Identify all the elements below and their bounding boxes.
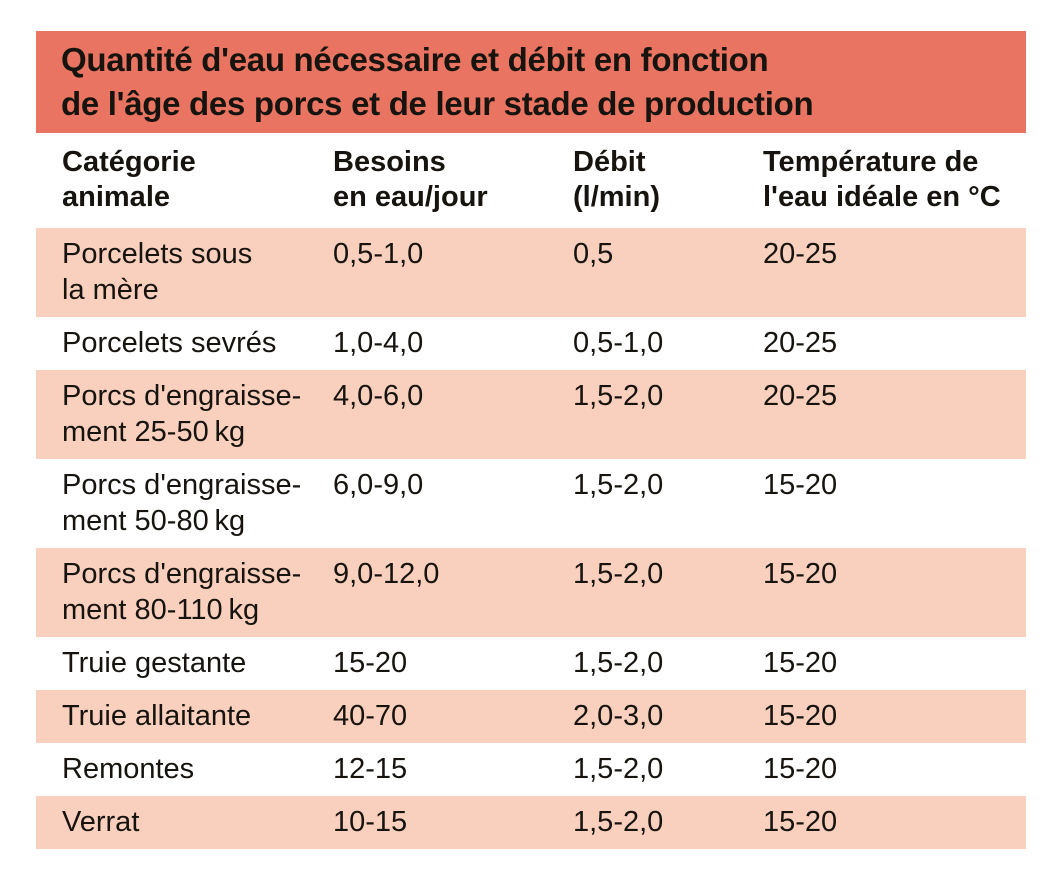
column-header-4 <box>763 145 1026 215</box>
cell-temperature: 15-20 <box>763 753 838 785</box>
category-line: Truie allaitante <box>62 700 252 732</box>
column-header-3 <box>573 145 763 215</box>
cell-debit: 0,5 <box>573 238 614 270</box>
cell-category <box>62 236 333 308</box>
table-row <box>36 548 1026 637</box>
cell-debit: 1,5-2,0 <box>573 647 664 679</box>
table-row <box>36 317 1026 370</box>
cell-temperature: 15-20 <box>763 558 838 590</box>
cell-debit: 1,5-2,0 <box>573 558 664 590</box>
cell-besoins: 1,0-4,0 <box>333 327 424 359</box>
category-line: Remontes <box>62 753 195 785</box>
category-line: ment 80-110 kg <box>62 594 260 626</box>
table-title <box>36 31 1026 133</box>
column-header-line: l'eau idéale en °C <box>763 181 1001 213</box>
category-line: Porcs d'engraisse- <box>62 469 302 501</box>
column-header-line: Température de <box>763 146 979 178</box>
table-row <box>36 228 1026 317</box>
category-line: ment 50-80 kg <box>62 505 246 537</box>
table-row <box>36 690 1026 743</box>
cell-besoins: 4,0-6,0 <box>333 380 424 412</box>
category-line: Truie gestante <box>62 647 247 679</box>
category-line: Porcs d'engraisse- <box>62 380 302 412</box>
cell-category <box>62 325 333 361</box>
cell-category <box>62 751 333 787</box>
cell-besoins: 6,0-9,0 <box>333 469 424 501</box>
category-line: Porcelets sous <box>62 238 253 270</box>
category-line: la mère <box>62 274 159 306</box>
cell-category <box>62 804 333 840</box>
cell-temperature: 20-25 <box>763 238 838 270</box>
cell-besoins: 40-70 <box>333 700 408 732</box>
cell-debit: 1,5-2,0 <box>573 753 664 785</box>
table-title-line1: Quantité d'eau nécessaire et débit en fonction <box>61 41 769 78</box>
cell-besoins: 10-15 <box>333 806 408 838</box>
cell-category <box>62 378 333 450</box>
cell-temperature: 15-20 <box>763 469 838 501</box>
table-row <box>36 370 1026 459</box>
cell-besoins: 9,0-12,0 <box>333 558 440 590</box>
column-header-line: (l/min) <box>573 181 660 213</box>
column-header-line: Débit <box>573 146 646 178</box>
cell-category <box>62 698 333 734</box>
category-line: Porcs d'engraisse- <box>62 558 302 590</box>
table-row <box>36 637 1026 690</box>
column-header-1 <box>62 145 333 215</box>
cell-temperature: 15-20 <box>763 806 838 838</box>
column-header-line: animale <box>62 181 170 213</box>
category-line: Porcelets sevrés <box>62 327 277 359</box>
cell-besoins: 0,5-1,0 <box>333 238 424 270</box>
table-row <box>36 459 1026 548</box>
table-row <box>36 743 1026 796</box>
cell-category <box>62 467 333 539</box>
cell-category <box>62 645 333 681</box>
table-row <box>36 796 1026 849</box>
cell-temperature: 15-20 <box>763 647 838 679</box>
column-header-2 <box>333 145 573 215</box>
category-line: ment 25-50 kg <box>62 416 246 448</box>
column-header-line: Catégorie <box>62 146 196 178</box>
cell-temperature: 20-25 <box>763 327 838 359</box>
category-line: Verrat <box>62 806 140 838</box>
table-body <box>36 228 1026 849</box>
cell-debit: 1,5-2,0 <box>573 806 664 838</box>
cell-debit: 1,5-2,0 <box>573 469 664 501</box>
water-needs-table <box>36 31 1026 849</box>
cell-temperature: 15-20 <box>763 700 838 732</box>
cell-debit: 1,5-2,0 <box>573 380 664 412</box>
cell-temperature: 20-25 <box>763 380 838 412</box>
cell-category <box>62 556 333 628</box>
cell-besoins: 15-20 <box>333 647 408 679</box>
cell-debit: 0,5-1,0 <box>573 327 664 359</box>
column-header-line: en eau/jour <box>333 181 488 213</box>
column-header-row <box>36 133 1026 228</box>
cell-besoins: 12-15 <box>333 753 408 785</box>
table-title-line2: de l'âge des porcs et de leur stade de production <box>61 85 814 122</box>
cell-debit: 2,0-3,0 <box>573 700 664 732</box>
column-header-line: Besoins <box>333 146 446 178</box>
